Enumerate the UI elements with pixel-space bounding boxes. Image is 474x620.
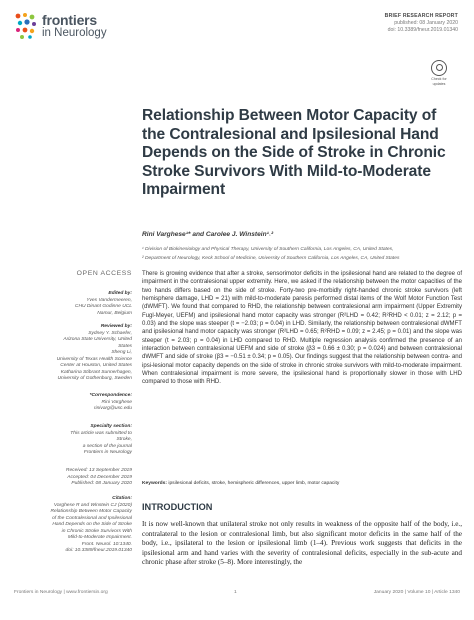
reviewer-line: University of Gothenburg, Sweden: [57, 376, 132, 381]
correspondence-name: Rini Varghese: [101, 399, 132, 405]
dates-section: [14, 468, 132, 488]
reviewer-line: States: [118, 343, 132, 349]
specialty-section: [14, 424, 132, 457]
specialty-line: Frontiers in Neurology: [83, 450, 132, 455]
logo-line1: frontiers: [42, 12, 97, 28]
abstract: There is growing evidence that after a stroke, sensorimotor deficits in the ipsilesional hand are related to the degree of impairment in the contralesional upper extremity. Here, we asked if the relationship between the motor capacities of the two hands differs based on the side of stroke. Forty-two pre-morbidly right-handed chronic stroke survivors (left hemisphere damage, LHD = 21) with mild-to-moderate paresis performed distal items of the Wolf Motor Function Test (dWMFT). We found that compared to RHD, the relationship between contralesional arm impairment (Upper Extremity Fugl-Meyer, UEFM) and ipsilesional hand motor capacity was stronger (R²LHD = 0.42; R²RHD < 0.01; z = 2.12; p = 0.03) and the slope was steeper (t = −2.03; p = 0.04) in LHD. Similarly, the relationship between contralesional dWMFT and ipsilesional hand motor capacity was stronger (R²LHD = 0.65; R²RHD = 0.09; z = 2.45; p = 0.01) and the slope was steeper (t = 2.03; p = 0.04) in LHD compared to RHD. Multiple regression analysis confirmed the presence of an interaction between contralesional UEFM and side of stroke (β3 = 0.66 ± 0.30; p = 0.024) and between contralesional dWMFT and side of stroke (β3 = −0.51 ± 0.34; p = 0.05). Our findings suggest that the relationship between contra- and ipsi-lesional motor capacity depends on the side of stroke in chronic stroke survivors with mild-to-moderate impairment. When contralesional impairment is more severe, the ipsilesional hand is proportionally slower in those with LHD compared to those with RHD.: [142, 271, 462, 386]
reviewed-by-section: [14, 324, 132, 383]
edited-by-section: [14, 291, 132, 317]
keywords: [142, 481, 462, 486]
citation-line: Mild-to-Moderate Impairment.: [67, 535, 132, 540]
citation-section: [14, 496, 132, 555]
article-title: Relationship Between Motor Capacity of the Contralesional and Ipsilesional Hand Depends on the Side of Stroke in Chronic Stroke Survivors With Mild-to-Moderate Impairment: [142, 107, 446, 199]
footer-page-number: 1: [234, 590, 237, 595]
reviewed-by-label: Reviewed by:: [100, 324, 132, 329]
reviewer-line: Center at Houston, United States: [60, 363, 132, 368]
citation-line: in Chronic Stroke Survivors With: [61, 528, 132, 534]
specialty-line: a section of the journal: [82, 443, 132, 449]
edited-by-label: Edited by:: [108, 291, 132, 296]
specialty-label: Specialty section:: [90, 424, 132, 429]
badge-line2: updates: [432, 82, 446, 86]
keywords-list: ipsilesional deficits, stroke, hemispheric differences, upper limb, motor capacity: [168, 481, 340, 486]
editor-line: Namur, Belgium: [97, 310, 132, 316]
citation-line: Varghese R and Winstein CJ (2020): [53, 502, 132, 508]
article-meta: [288, 13, 458, 35]
citation-line: Front. Neurol. 10:1340.: [81, 541, 132, 547]
received-date: Received: 13 September 2019: [65, 468, 132, 473]
open-access-label: OPEN ACCESS: [76, 270, 132, 277]
reviewer-line: Sheng Li,: [111, 350, 132, 355]
affiliation-2: ² Department of Neurology, Keck School of Medicine, University of Southern California, Los Angeles, CA, United States: [142, 255, 400, 261]
check-updates-icon: [431, 60, 447, 76]
journal-logo: [42, 13, 107, 40]
correspondence-section: [14, 393, 132, 413]
report-type: BRIEF RESEARCH REPORT: [384, 13, 458, 19]
footer-date-volume: January 2020 | Volume 10 | Article 1340: [373, 590, 460, 595]
specialty-line: Stroke,: [116, 437, 132, 442]
specialty-line: This article was submitted to: [70, 430, 132, 436]
editor-line: Yves Vandermeeren,: [86, 297, 132, 303]
logo-line2: in Neurology: [42, 27, 107, 39]
correspondence-label: *Correspondence:: [89, 393, 132, 398]
authors: Rini Varghese¹* and Carolee J. Winstein¹˒²: [142, 231, 274, 238]
reviewer-line: Sydney Y. Schaefer,: [88, 330, 132, 336]
citation-label: Citation:: [112, 496, 132, 501]
footer-journal[interactable]: Frontiers in Neurology | www.frontiersin.org: [14, 590, 108, 595]
frontiers-logo-icon: [14, 12, 38, 40]
affiliations: [142, 246, 460, 263]
badge-line1: Check for: [431, 77, 447, 81]
introduction-text: It is now well-known that unilateral stroke not only results in weakness of the opposite half of the body, i.e., contralateral to the lesion or contralesional limb, but also significant motor deficits in the same half of the body, i.e., ipsilateral to the lesion or ipsilesional limb (1–4). Previous work suggests that deficits in the ipsilesional arm and hand varies with the severity of contralesional deficits, especially in the sub-acute and chronic phase after stroke (5–8). More interestingly, the: [142, 520, 462, 567]
reviewer-line: Arizona State University, United: [63, 337, 132, 342]
affiliation-1: ¹ Division of Biokinesiology and Physical Therapy, University of Southern California, Los Angeles, CA, United States,: [142, 247, 394, 252]
published-date-sidebar: Published: 08 January 2020: [71, 481, 132, 486]
correspondence-email[interactable]: rinivarg@usc.edu: [93, 406, 132, 411]
reviewer-line: Katharina Stibrant Sunnerhagen,: [60, 369, 132, 375]
check-for-updates-badge[interactable]: [428, 60, 450, 86]
accepted-date: Accepted: 04 December 2019: [67, 474, 132, 480]
editor-line: CHU Dinant Godinne UCL: [74, 304, 132, 309]
citation-line: of the Contralesional and Ipsilesional: [52, 515, 132, 521]
citation-line: Hand Depends on the Side of Stroke: [52, 522, 132, 527]
reviewer-line: University of Texas Health Science: [56, 356, 132, 362]
doi[interactable]: doi: 10.3389/fneur.2019.01340: [387, 27, 458, 34]
citation-line[interactable]: doi: 10.3389/fneur.2019.01340: [65, 548, 132, 553]
published-date: published: 08 January 2020: [394, 20, 458, 27]
section-heading-introduction: INTRODUCTION: [142, 502, 213, 512]
citation-line: Relationship Between Motor Capacity: [50, 509, 132, 514]
keywords-label: Keywords:: [142, 481, 168, 486]
